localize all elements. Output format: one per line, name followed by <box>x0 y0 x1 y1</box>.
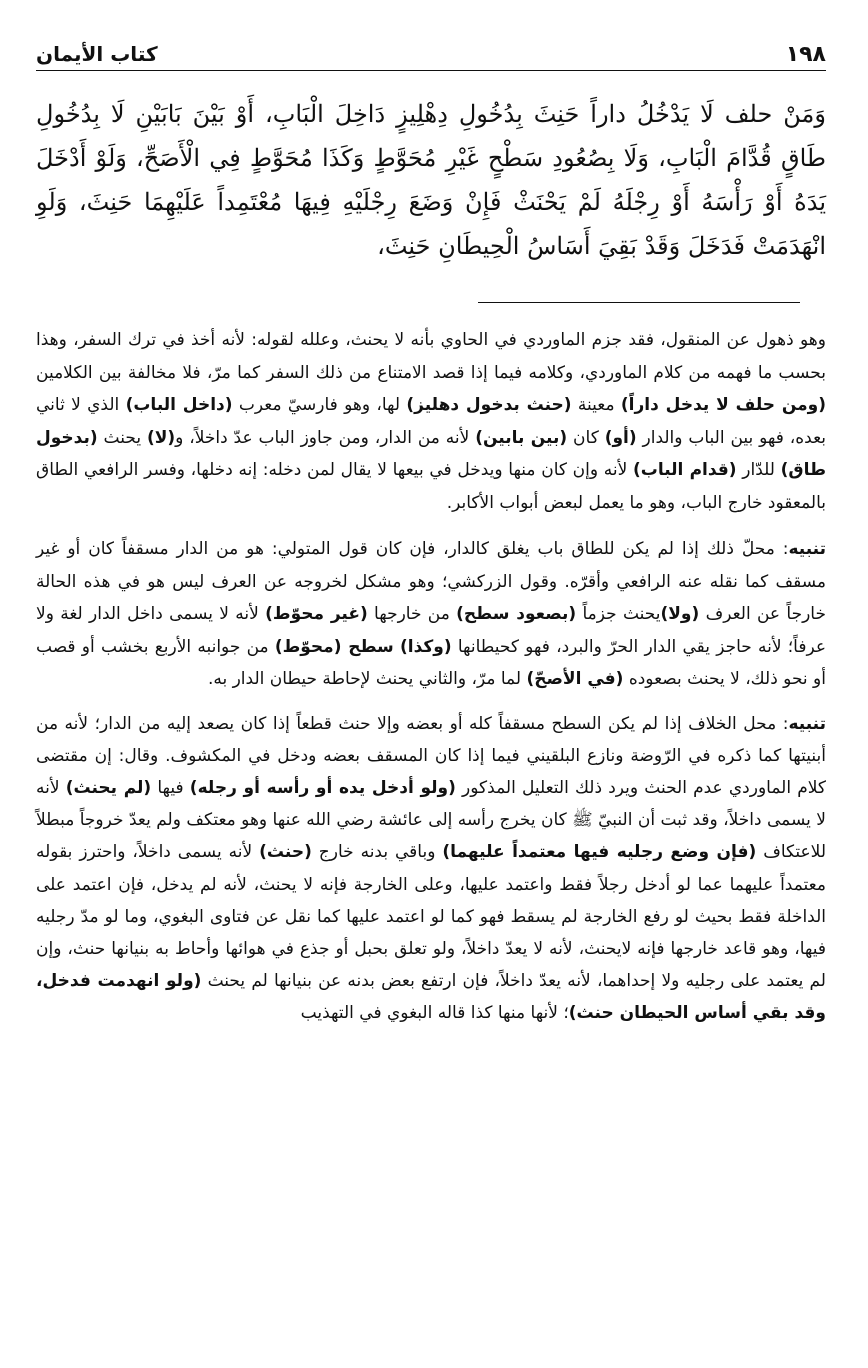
footnote-separator <box>478 302 800 303</box>
running-header <box>36 34 826 71</box>
commentary-paragraph <box>36 324 826 519</box>
commentary-run: من جوانبه الأربع بخشب أو قصب أو نحو ذلك، لا يحنث بصعوده <box>36 636 826 689</box>
quoted-matn-run: (ومن حلف لا يدخل داراً) <box>620 395 827 415</box>
quoted-matn-run: (بدخول طاق) <box>36 427 826 480</box>
quoted-matn-run: (قدام الباب) <box>632 460 737 480</box>
quoted-matn-run: (ولو انهدمت فدخل، وقد بقي أساس الحيطان حنث) <box>36 971 826 1024</box>
commentary-run: الذي لا ثاني بعده، فهو بين الباب والدار <box>36 395 827 448</box>
page-number: ١٩٨ <box>785 42 826 67</box>
commentary-paragraph <box>36 708 826 1030</box>
quoted-matn-run: (داخل الباب) <box>125 395 233 415</box>
commentary-run: لها، وهو فارسيّ معرب <box>232 395 407 415</box>
quoted-matn-run: (فإن وضع رجليه فيها معتمداً عليهما) <box>442 842 757 863</box>
quoted-matn-run: (بصعود سطح) <box>456 604 577 624</box>
quoted-matn-run: (ولو أدخل يده أو رأسه أو رجله) <box>189 777 456 798</box>
commentary-run: لما مرّ، والثاني يحنث لإحاطة حيطان الدار به. <box>207 669 527 689</box>
commentary-run: : محل الخلاف إذا لم يكن السطح مسقفاً كله أو بعضه وإلا حنث قطعاً إذا كان يصعد إليه من الدار؛ لأنه من أبنيتها كما ذكره في الرّوضة ونازع البلقيني فيما إذا كان المسقف بعضه ودخل في المكشوف. وقال: إن مقتضى كلام الماوردي عدم الحنث ويرد ذلك التعليل المذكور <box>36 713 826 798</box>
quoted-matn-run: (ولا) <box>660 604 700 624</box>
commentary-run: للدّار <box>736 460 781 480</box>
quoted-matn-run: (غير محوّط) <box>265 604 368 624</box>
commentary-run: : محلّ ذلك إذا لم يكن للطاق باب يغلق كالدار، فإن كان قول المتولي: هو من الدار مسقفاً كان أو غير مسقف كما نقله عنه الرافعي وأقرّه. وقول الزركشي؛ وهو مشكل لخروجه عن العرف ليس هو في هذه الحالة خارجاً عن العرف <box>36 539 826 624</box>
commentary-run: لأنه لا يسمى داخل الدار لغة ولا عرفاً؛ لأنه حاجز يقي الدار الحرّ والبرد، فهو كحيطانها <box>36 604 826 657</box>
commentary-run: لأنه لا يسمى داخلاً، وقد ثبت أن النبيّ ﷺ كان يخرج رأسه إلى عائشة رضي الله عنها وهو معتكف ولم يعدّ خروجاً مبطلاً للاعتكاف <box>36 777 827 863</box>
commentary-run: لأنه يسمى داخلاً، واحترز بقوله معتمداً عليهما عما لو أدخل رجلاً فقط واعتمد عليها، وعلى الخارجة فإنه لا يحنث، لأنه لم يدخل، فإن اعتمد على الداخلة فقط بحيث لو رفع الخارجة لم يسقط فهو كما لو اعتمد عليها كما نقل عن فتاوى البغوي، وما لو مدّ رجليه فيها، وهو قاعد خارجها فإنه لايحنث، لأنه لا يعدّ داخلاً، ولو تعلق بحبل أو جذع في هوائها وأحاط به بنيانها حنث، وإن لم يعتمد على رجليه ولا إحداهما، لأنه يعدّ داخلاً، فإن ارتفع بعض بدنه عن بنيانها لم يحنث <box>36 842 826 992</box>
quoted-matn-run: (أو) <box>604 427 637 448</box>
quoted-matn-run: (في الأصحّ) <box>526 669 624 689</box>
quoted-matn-run: (لا) <box>146 427 176 448</box>
commentary-run: يحنث جزماً <box>576 604 661 624</box>
commentary-run: يحنث <box>97 427 147 448</box>
commentary-run: كان <box>567 427 605 448</box>
quoted-matn-run: (حنث بدخول دهليز) <box>406 395 572 415</box>
quoted-matn-run: تنبيه <box>788 539 826 559</box>
commentary-run: وباقي بدنه خارج <box>311 842 443 863</box>
commentary-run: فيها <box>151 777 190 798</box>
commentary-paragraph <box>36 533 826 696</box>
commentary-run: وهو ذهول عن المنقول، فقد جزم الماوردي في الحاوي بأنه لا يحنث، وعلله لقوله: لأنه أخذ في ترك السفر، وهذا بحسب ما فهمه من كلام الماوردي، وكلامه فيما إذا قصد الامتناع من ذلك السفر كما مرّ، فلا مخالفة بين الكلامين <box>36 330 826 383</box>
commentary-run: معينة <box>571 395 621 415</box>
commentary-run: لأنه وإن كان منها ويدخل في بيعها لا يقال لمن دخله: إنه دخلها، وفسر الرافعي الطاق بالمعقود خارج الباب، وهو ما يعمل لبعض أبواب الأكابر. <box>36 460 826 513</box>
quoted-matn-run: (حنث) <box>259 842 312 863</box>
quoted-matn-run: تنبيه <box>788 713 826 734</box>
commentary-run: لأنه من الدار، ومن جاوز الباب عدّ داخلاً، و <box>175 427 476 448</box>
quoted-matn-run: (لم يحنث) <box>65 777 152 798</box>
commentary-run: من خارجها <box>367 604 457 624</box>
quoted-matn-run: (بين بابين) <box>475 427 568 448</box>
quoted-matn-run: سطح (محوّط) <box>274 636 394 657</box>
quoted-matn-run: (وكذا) <box>399 636 452 657</box>
main-text: وَمَنْ حلف لَا يَدْخُلُ داراً حَنِثَ بِدُخُولِ دِهْلِيزٍ دَاخِلَ الْبَابِ، أَوْ بَيْنَ بَابَيْنِ لَا بِدُخُولِ طَاقٍ قُدَّامَ الْبَابِ، وَلَا بِصُعُودِ سَطْحٍ غَيْرِ مُحَوَّطٍ وَكَذَا مُحَوَّطٍ فِي الْأَصَحِّ، وَلَوْ أَدْخَلَ يَدَهُ أَوْ رَأْسَهُ أَوْ رِجْلَهُ لَمْ يَحْنَثْ فَإِنْ وَضَعَ رِجْلَيْهِ فِيهَا مُعْتَمِداً عَلَيْهِمَا حَنِثَ، وَلَوِ انْهَدَمَتْ فَدَخَلَ وَقَدْ بَقِيَ أَسَاسُ الْحِيطَانِ حَنِثَ، <box>36 100 826 260</box>
book-title: كتاب الأيمان <box>36 42 158 66</box>
commentary-run: ؛ لأنها منها كذا قاله البغوي في التهذيب <box>300 1003 569 1024</box>
commentary <box>36 324 826 1040</box>
